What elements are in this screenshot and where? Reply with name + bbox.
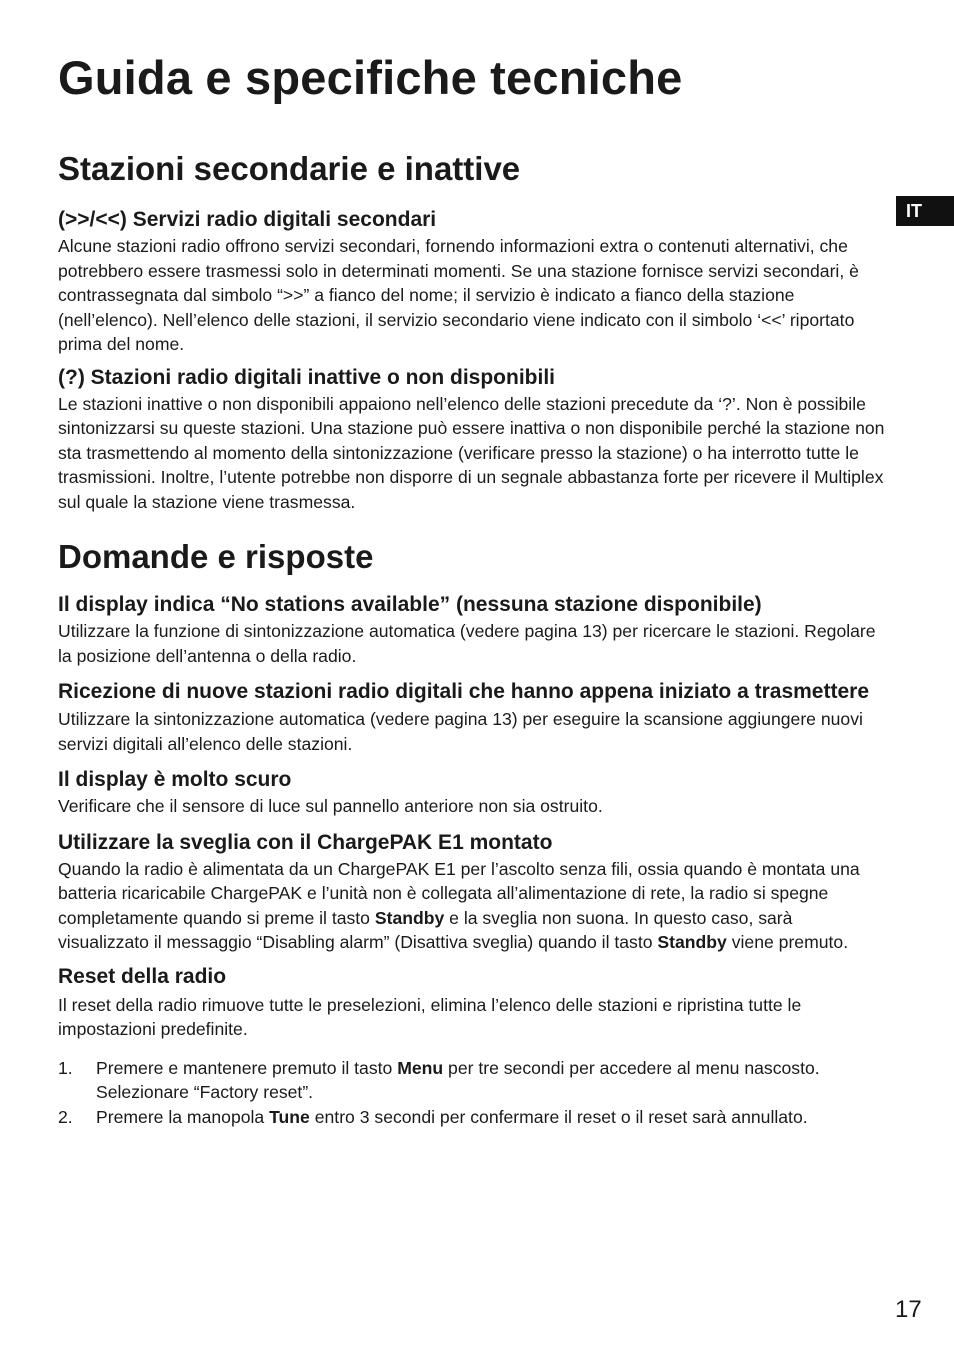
faq-answer-reset-radio: Il reset della radio rimuove tutte le preselezioni, elimina l’elenco delle stazioni e ripristina tutte le impostazioni predefinite. xyxy=(58,994,802,1039)
faq-answer-chargepak-alarm xyxy=(58,857,888,955)
language-tab: IT xyxy=(896,196,954,226)
paragraph-inactive-stations: Le stazioni inattive o non disponibili appaiono nell’elenco delle stazioni precedute da ‘?’. Non è possibile sintonizzarsi su queste stazioni. Una stazione può essere inattiva o non disponibile perché la stazione non sta trasmettendo al momento della sintonizzazione (verificare presso la stazione) o ha interrotto tutte le trasmissioni. Inoltre, l’utente potrebbe non disporre di un segnale abbastanza forte per ricevere il Multiplex sul quale la stazione viene trasmessa. xyxy=(58,393,885,512)
tune-key-label: Tune xyxy=(269,1106,310,1127)
faq-question-dark-display: Il display è molto scuro xyxy=(58,768,292,791)
section-heading-faq: Domande e risposte xyxy=(58,538,374,575)
faq-question-chargepak-alarm: Utilizzare la sveglia con il ChargePAK E1 montato xyxy=(58,830,553,854)
step-number: 2. xyxy=(58,1106,73,1127)
faq-answer-no-stations: Utilizzare la funzione di sintonizzazione automatica (vedere pagina 13) per ricercare le stazioni. Regolare la posizione dell’antenna o della radio. xyxy=(58,621,876,666)
section-heading-secondary-stations: Stazioni secondarie e inattive xyxy=(58,150,521,187)
list-item xyxy=(58,1105,888,1130)
step-number: 1. xyxy=(58,1057,73,1078)
list-item xyxy=(58,1056,888,1105)
menu-key-label: Menu xyxy=(397,1057,444,1078)
reset-steps-list xyxy=(58,1056,888,1130)
paragraph-secondary-services: Alcune stazioni radio offrono servizi secondari, fornendo informazioni extra o contenuti alternativi, che potrebbero essere trasmessi solo in determinati momenti. Se una stazione fornisce servizi secondari, è contrassegnata dal simbolo “>>” a fianco del nome; il servizio è indicato a fianco della stazione (nell’elenco). Nell’elenco delle stazioni, il servizio secondario viene indicato con il simbolo ‘<<’ riportato prima del nome. xyxy=(58,236,859,354)
answer-text-part: Quando la radio è alimentata da un ChargePAK E1 per l’ascolto senza fili, ossia quando è montata una batteria ricaricabile ChargePAK e l’unità non è collegata all’alimentazione di rete, la radio si spegne completamente quando si preme il tasto xyxy=(58,858,860,928)
subheading-inactive-stations: (?) Stazioni radio digitali inattive o non disponibili xyxy=(58,365,555,389)
faq-answer-new-stations: Utilizzare la sintonizzazione automatica (vedere pagina 13) per eseguire la scansione aggiungere nuovi servizi digitali all’elenco delle stazioni. xyxy=(58,709,863,754)
faq-question-no-stations: Il display indica “No stations available” (nessuna stazione disponibile) xyxy=(58,593,762,616)
answer-text-part: e la sveglia non suona. In questo caso, sarà visualizzato il messaggio “Disabling alarm” (Disattiva sveglia) quando il tasto xyxy=(58,907,793,952)
page-content xyxy=(58,50,888,1129)
page-number: 17 xyxy=(895,1296,922,1323)
subheading-secondary-services: (>>/<<) Servizi radio digitali secondari xyxy=(58,208,437,231)
step-text: Premere e mantenere premuto il tasto xyxy=(96,1057,398,1078)
page-title: Guida e specifiche tecniche xyxy=(58,51,683,104)
step-text: per tre secondi per accedere al menu nascosto. Selezionare “Factory reset”. xyxy=(96,1057,820,1102)
answer-text-part: viene premuto. xyxy=(726,932,849,952)
standby-key-label: Standby xyxy=(374,907,445,928)
step-text: Premere la manopola xyxy=(96,1106,270,1127)
faq-question-reset-radio: Reset della radio xyxy=(58,964,227,988)
step-text: entro 3 secondi per confermare il reset o il reset sarà annullato. xyxy=(309,1106,808,1127)
standby-key-label: Standby xyxy=(657,932,727,952)
faq-answer-dark-display: Verificare che il sensore di luce sul pannello anteriore non sia ostruito. xyxy=(58,796,603,816)
faq-question-new-stations: Ricezione di nuove stazioni radio digitali che hanno appena iniziato a trasmettere xyxy=(58,680,869,703)
